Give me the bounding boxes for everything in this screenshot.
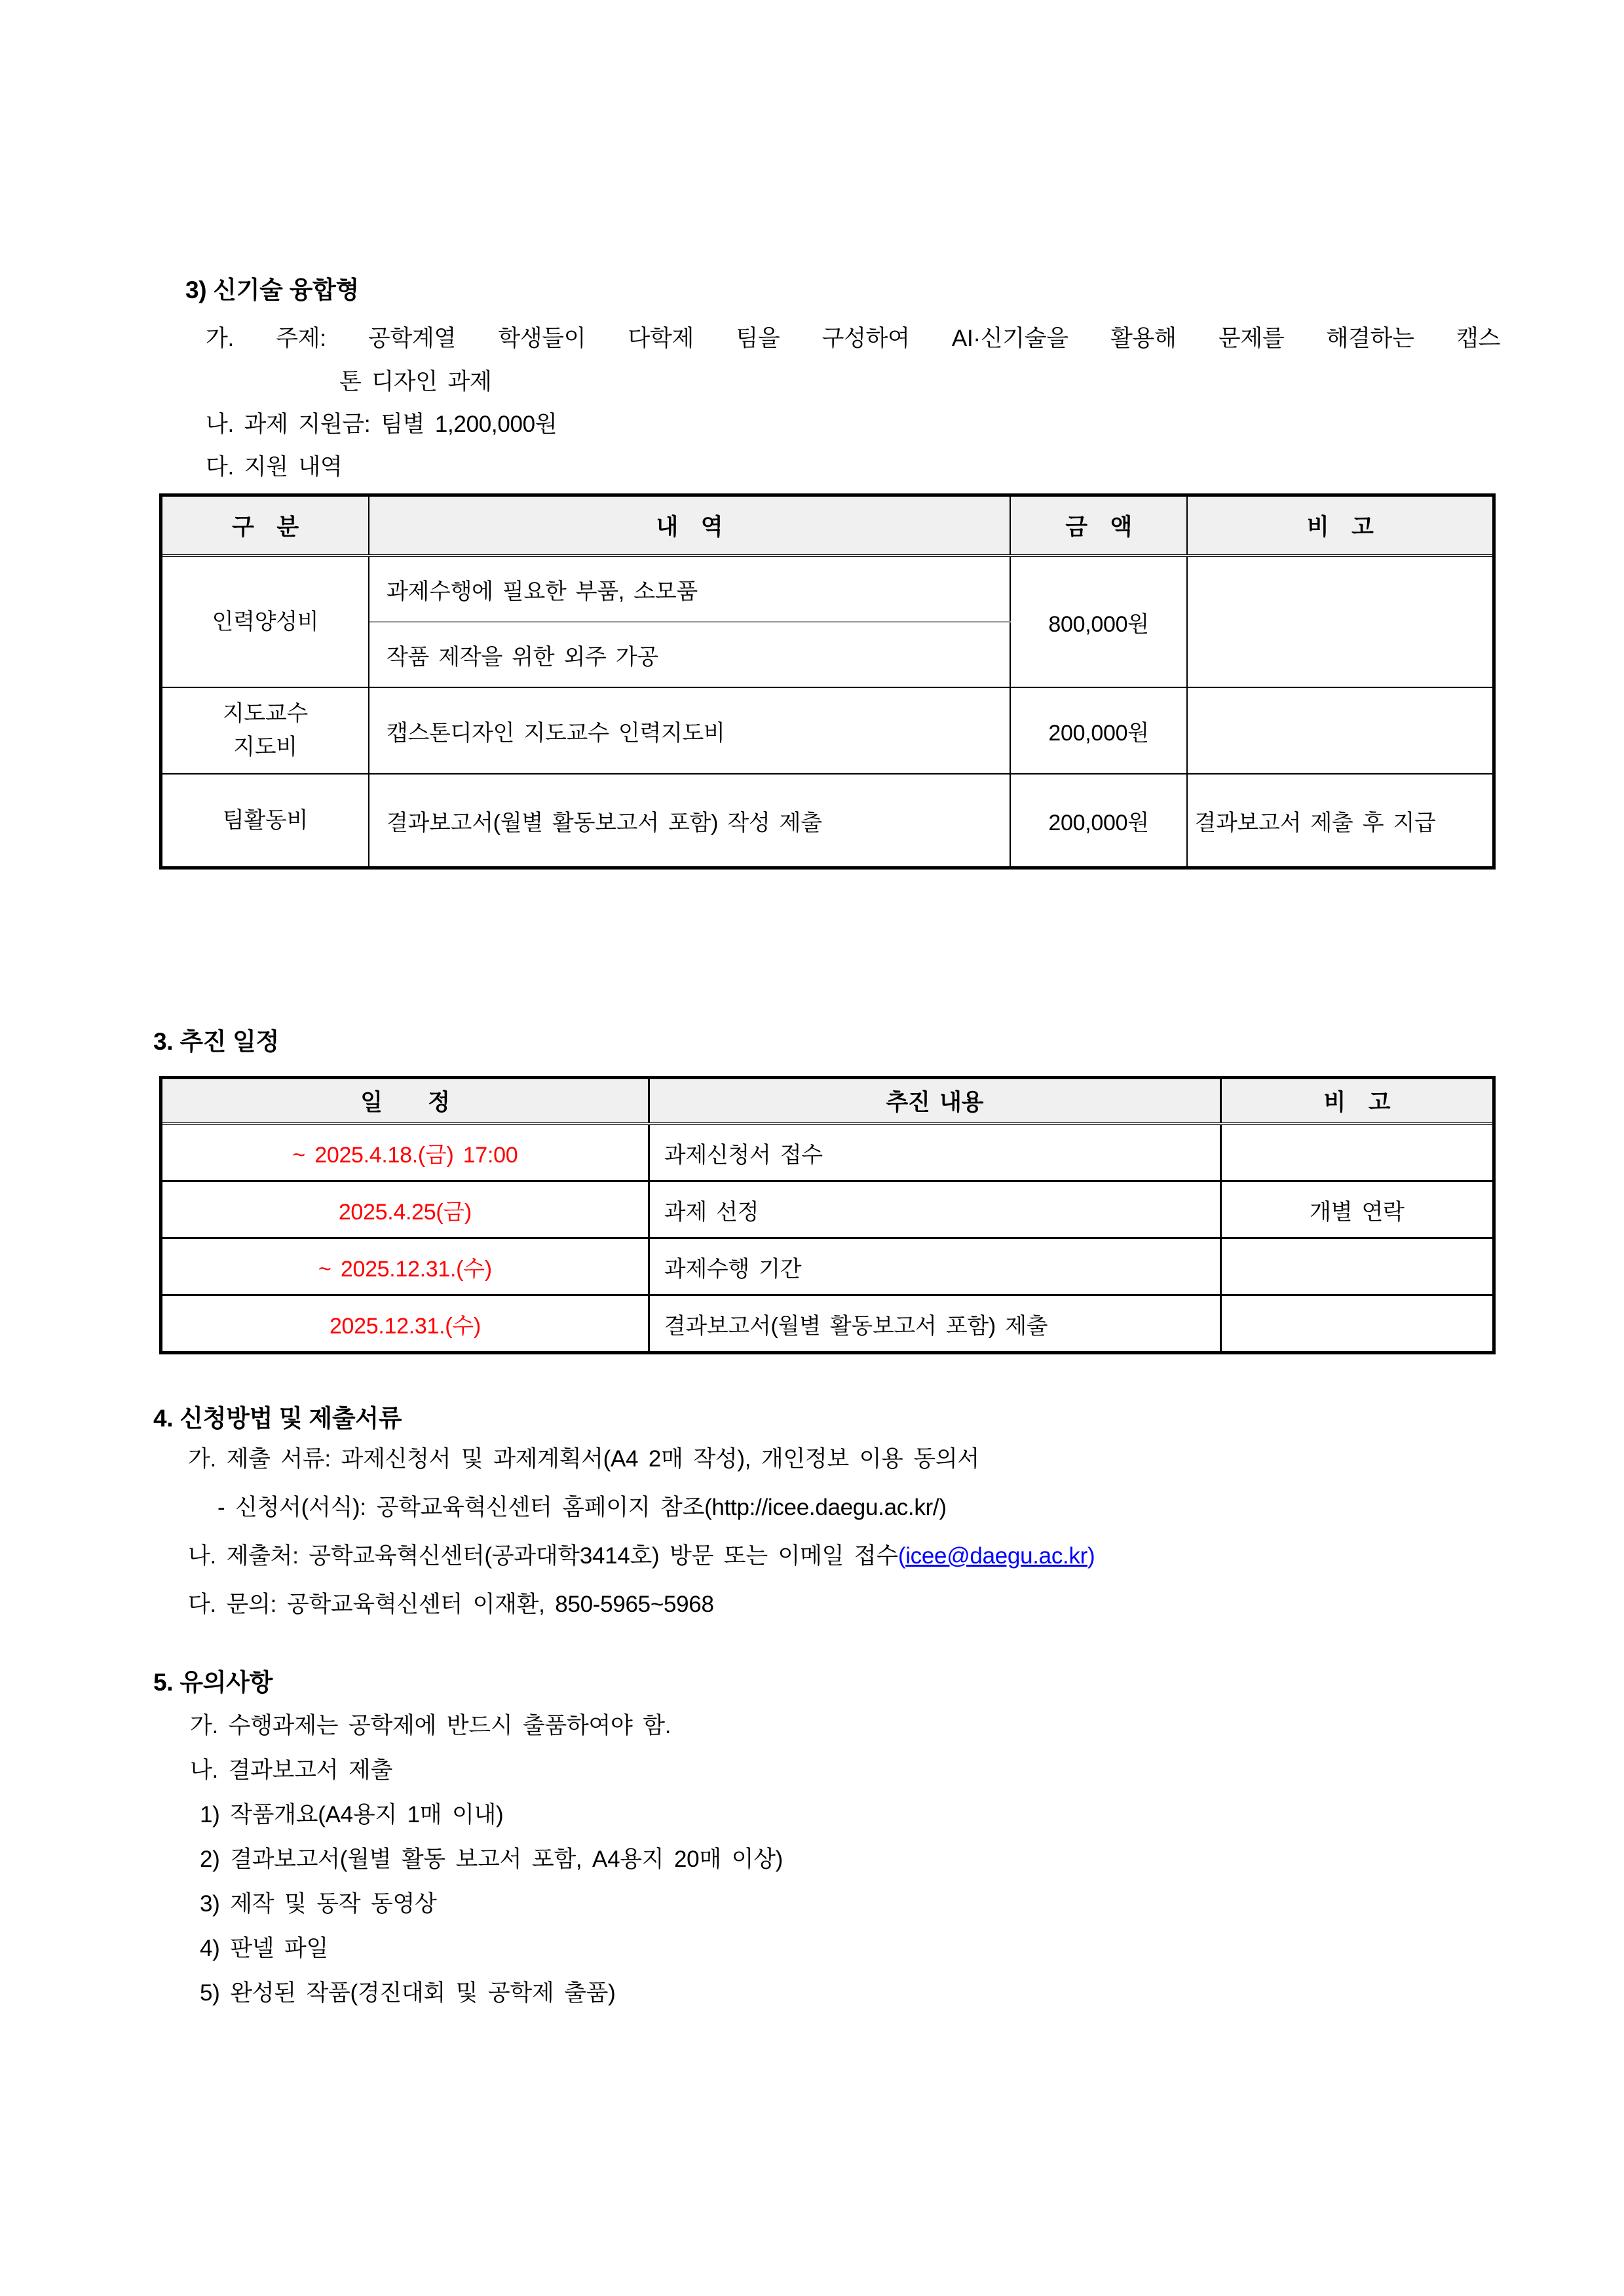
submission-place-text: 나. 제출처: 공학교육혁신센터(공과대학3414호) 방문 또는 이메일 접수 xyxy=(188,1543,898,1569)
support-row-advisor-detail: 캡스톤디자인 지도교수 인력지도비 xyxy=(369,687,1010,774)
schedule-row4-date: 2025.12.31.(수) xyxy=(161,1295,649,1353)
table-row xyxy=(161,687,1494,774)
section-heading-schedule: 3. 추진 일정 xyxy=(153,1028,279,1055)
paren-open: ( xyxy=(897,1543,906,1569)
list-item: 3) 제작 및 동작 동영상 xyxy=(200,1891,437,1917)
item-contact: 다. 문의: 공학교육혁신센터 이재환, 850-5965~5968 xyxy=(188,1592,714,1617)
support-header-note: 비 고 xyxy=(1187,495,1494,556)
support-header-amount: 금 액 xyxy=(1010,495,1188,556)
schedule-table-header-row xyxy=(161,1078,1494,1124)
support-row-advisor-amount: 200,000원 xyxy=(1010,687,1188,774)
table-row xyxy=(161,1238,1494,1295)
item-application-form: - 신청서(서식): 공학교육혁신센터 홈페이지 참조(http://icee.daegu.ac.kr/) xyxy=(217,1495,947,1520)
schedule-table xyxy=(159,1076,1496,1354)
note-item-exhibit: 가. 수행과제는 공학제에 반드시 출품하여야 함. xyxy=(190,1713,671,1738)
support-table-header-row xyxy=(161,495,1494,556)
schedule-row1-content: 과제신청서 접수 xyxy=(649,1124,1220,1181)
list-item: 5) 완성된 작품(경진대회 및 공학제 출품) xyxy=(200,1980,616,2006)
table-row xyxy=(161,1124,1494,1181)
table-row xyxy=(161,1295,1494,1353)
email-link[interactable]: icee@daegu.ac.kr xyxy=(905,1543,1088,1569)
support-row-manpower-detail1: 과제수행에 필요한 부품, 소모품 xyxy=(369,556,1010,622)
support-header-detail: 내 역 xyxy=(369,495,1010,556)
schedule-row1-note xyxy=(1220,1124,1494,1181)
paren-close: ) xyxy=(1087,1543,1095,1569)
support-row-team-category: 팀활동비 xyxy=(161,774,369,868)
item-submission-docs: 가. 제출 서류: 과제신청서 및 과제계획서(A4 2매 작성), 개인정보 이용 동의서 xyxy=(188,1446,979,1472)
schedule-row3-note xyxy=(1220,1238,1494,1295)
support-row-manpower-detail2: 작품 제작을 위한 외주 가공 xyxy=(369,622,1010,687)
schedule-row2-content: 과제 선정 xyxy=(649,1181,1220,1238)
schedule-row4-content: 결과보고서(월별 활동보고서 포함) 제출 xyxy=(649,1295,1220,1353)
section-heading-notes: 5. 유의사항 xyxy=(153,1669,273,1696)
schedule-row1-date: ~ 2025.4.18.(금) 17:00 xyxy=(161,1124,649,1181)
support-row-manpower-note xyxy=(1187,556,1494,687)
item-grant-amount: 나. 과제 지원금: 팀별 1,200,000원 xyxy=(206,411,557,437)
support-row-team-detail: 결과보고서(월별 활동보고서 포함) 작성 제출 xyxy=(369,774,1010,868)
advisor-category-line2: 지도비 xyxy=(233,735,297,759)
schedule-row4-note xyxy=(1220,1295,1494,1353)
schedule-header-content: 추진 내용 xyxy=(649,1078,1220,1124)
table-row xyxy=(161,774,1494,868)
schedule-row3-date: ~ 2025.12.31.(수) xyxy=(161,1238,649,1295)
schedule-header-date: 일 정 xyxy=(161,1078,649,1124)
table-row xyxy=(161,556,1494,622)
subsection-heading-new-tech: 3) 신기술 융합형 xyxy=(185,277,359,303)
list-item: 4) 판넬 파일 xyxy=(200,1936,329,1961)
support-row-manpower-category: 인력양성비 xyxy=(161,556,369,687)
support-row-advisor-category xyxy=(161,687,369,774)
advisor-category-line1: 지도교수 xyxy=(222,701,309,726)
schedule-row3-content: 과제수행 기간 xyxy=(649,1238,1220,1295)
support-header-category: 구 분 xyxy=(161,495,369,556)
item-topic-line1: 가. 주제: 공학계열 학생들이 다학제 팀을 구성하여 AI·신기술을 활용해 문제를 해결하는 캡스 xyxy=(206,326,1500,351)
support-row-team-amount: 200,000원 xyxy=(1010,774,1188,868)
table-row xyxy=(161,1181,1494,1238)
list-item: 1) 작품개요(A4용지 1매 이내) xyxy=(200,1802,504,1827)
item-support-detail: 다. 지원 내역 xyxy=(206,454,343,480)
support-row-advisor-note xyxy=(1187,687,1494,774)
note-item-report-submit: 나. 결과보고서 제출 xyxy=(190,1757,392,1783)
support-table xyxy=(159,493,1496,870)
schedule-header-note: 비 고 xyxy=(1220,1078,1494,1124)
section-heading-application: 4. 신청방법 및 제출서류 xyxy=(153,1405,402,1432)
list-item: 2) 결과보고서(월별 활동 보고서 포함, A4용지 20매 이상) xyxy=(200,1846,783,1872)
item-topic-line2: 톤 디자인 과제 xyxy=(339,369,492,394)
support-row-team-note: 결과보고서 제출 후 지급 xyxy=(1187,774,1494,868)
support-row-manpower-amount: 800,000원 xyxy=(1010,556,1188,687)
item-submission-place xyxy=(188,1543,1624,1569)
schedule-row2-note: 개별 연락 xyxy=(1220,1181,1494,1238)
schedule-row2-date: 2025.4.25(금) xyxy=(161,1181,649,1238)
